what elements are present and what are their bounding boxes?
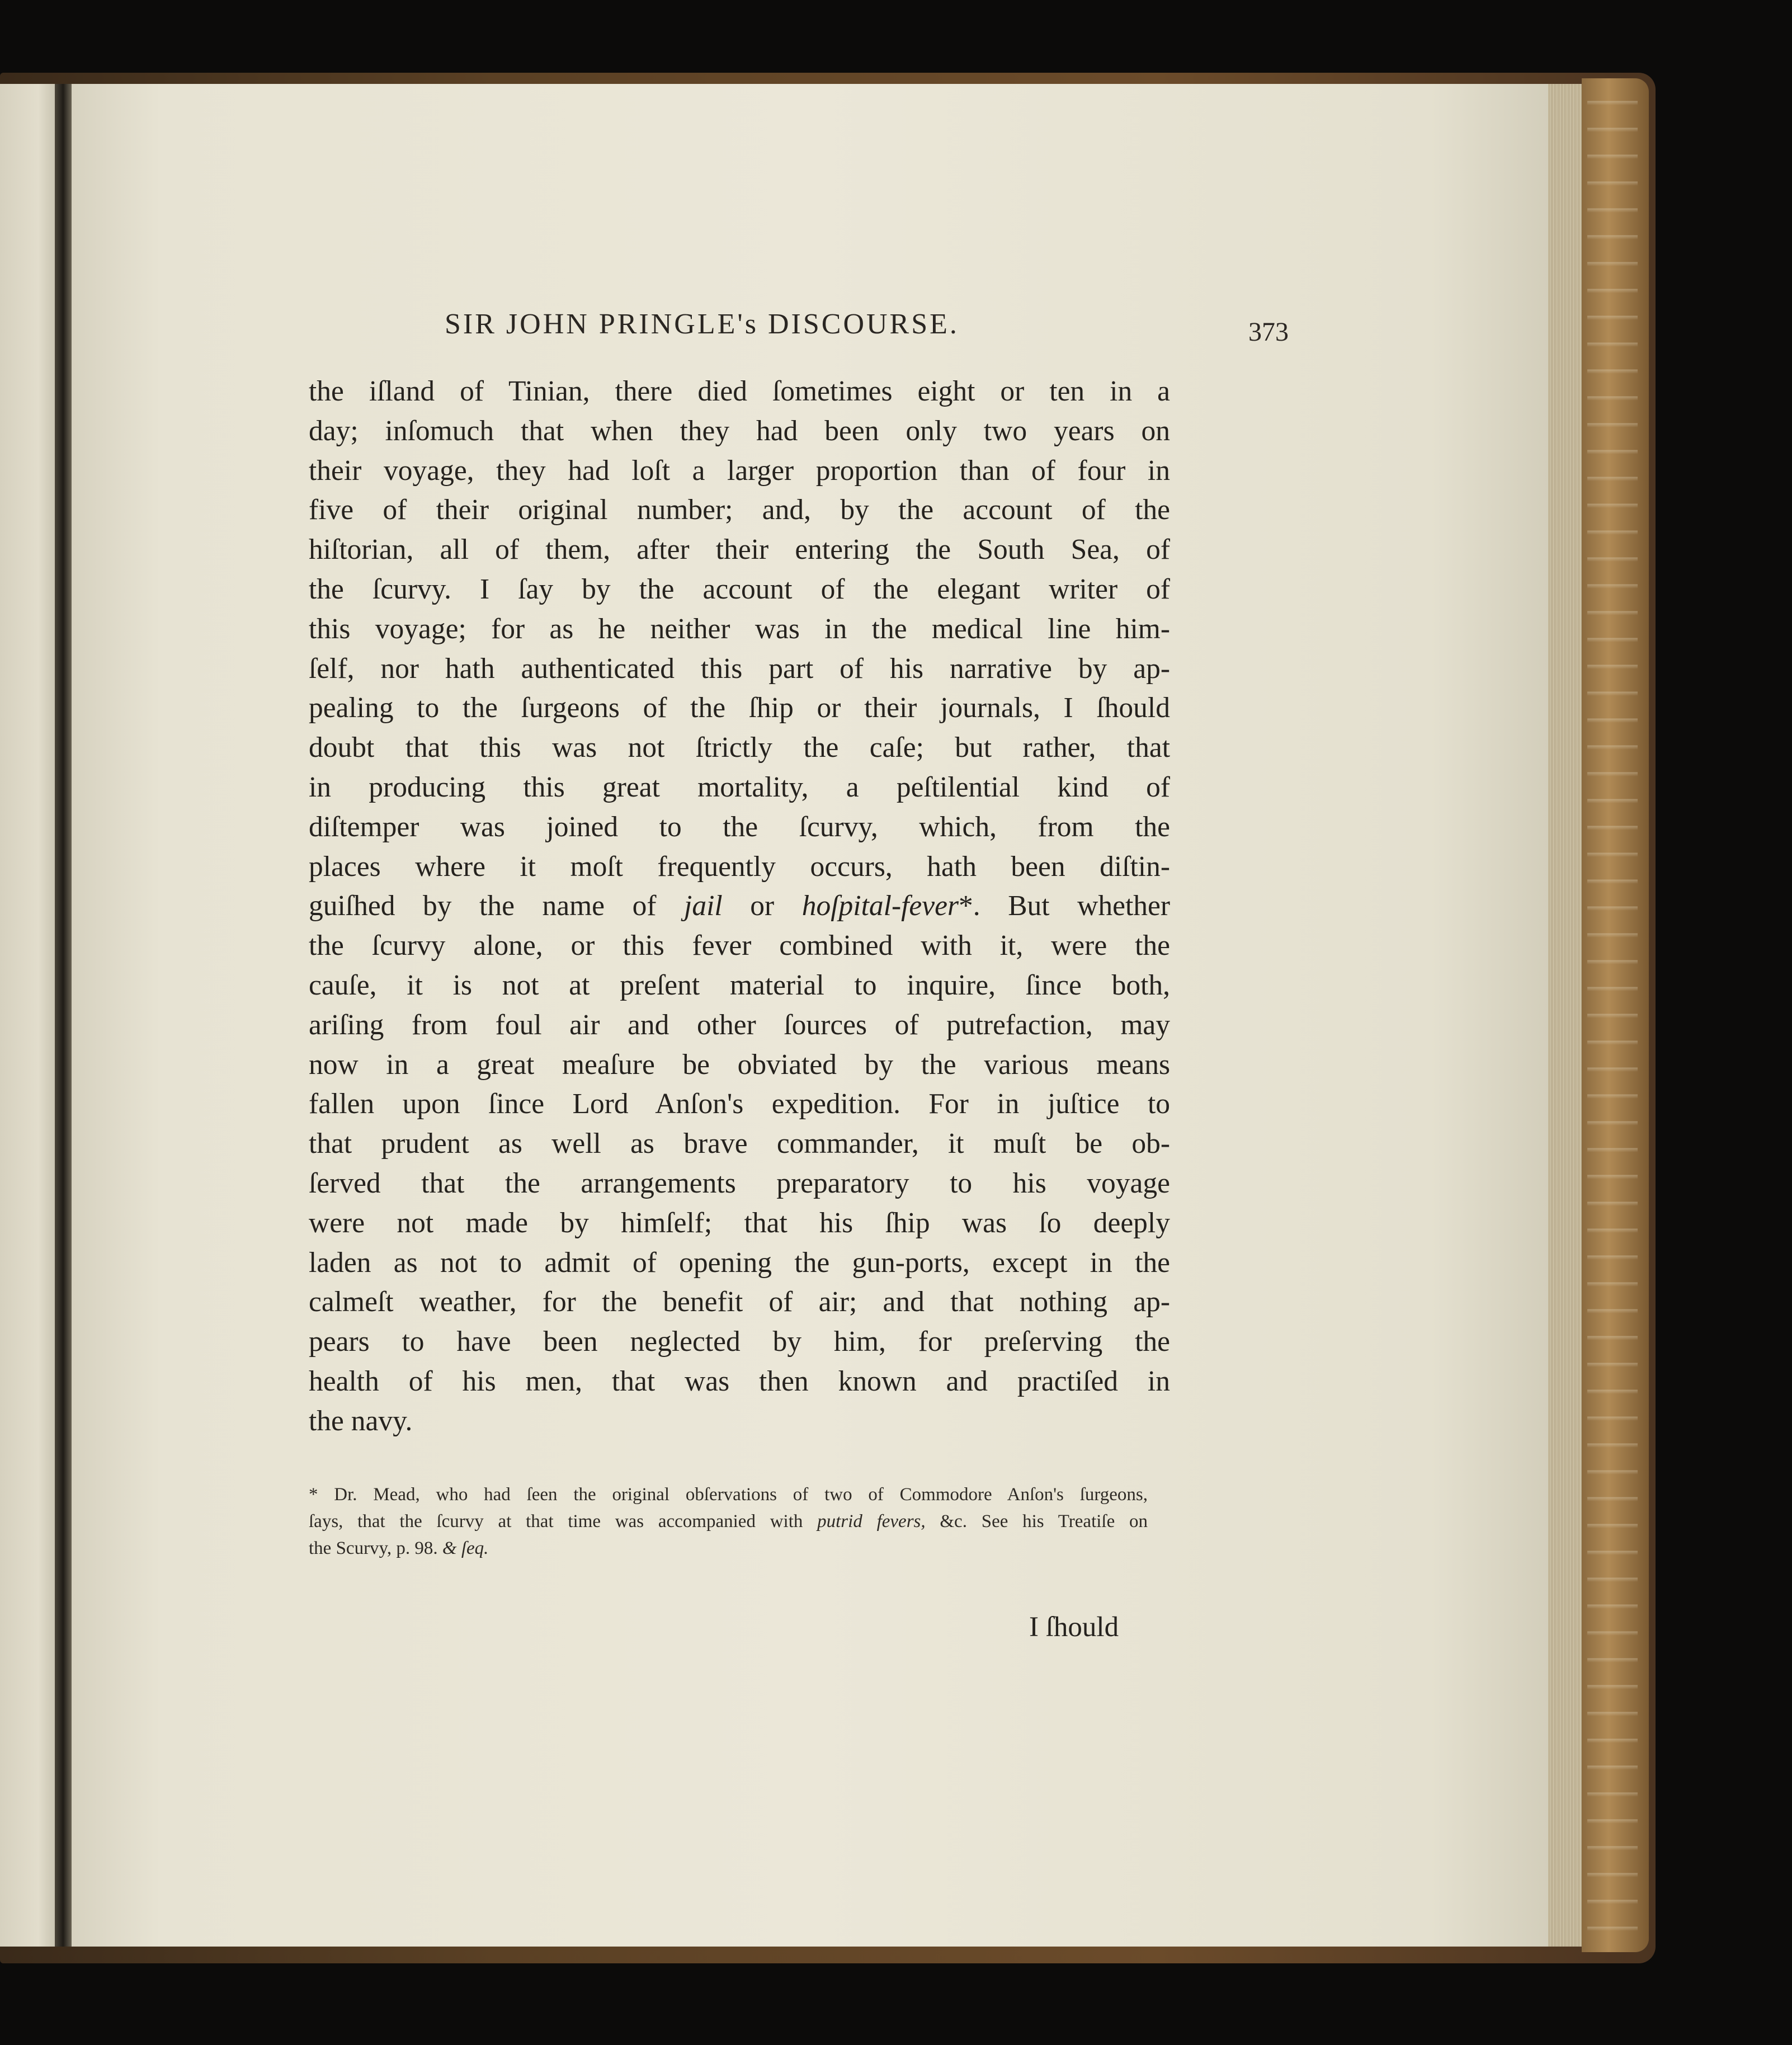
italic-term-et-seq: & ſeq.	[442, 1538, 489, 1558]
text-line: were not made by himſelf; that his ſhip was ſo deeply	[309, 1207, 1170, 1239]
text-line: this voyage; for as he neither was in the medical line him-	[309, 612, 1170, 645]
text-line: ſerved that the arrangements preparatory to his voyage	[309, 1167, 1170, 1199]
italic-term-jail: jail	[684, 890, 723, 922]
page-fore-edge	[1548, 84, 1582, 1947]
text-segment: the Scurvy, p. 98.	[309, 1538, 438, 1558]
cover-board-edge	[1582, 78, 1649, 1952]
text-line: their voyage, they had loſt a larger proportion than of four in	[309, 454, 1170, 487]
text-line: five of their original number; and, by the account of the	[309, 494, 1170, 526]
italic-term-hospital-fever: hoſpital-fever	[801, 890, 959, 922]
text-segment: or	[750, 890, 775, 922]
text-segment: &c. See his Treatiſe on	[940, 1511, 1148, 1532]
text-line: the navy.	[309, 1405, 413, 1437]
text-line-with-italics	[309, 887, 1170, 926]
footnote	[309, 1481, 1148, 1562]
text-line: cauſe, it is not at preſent material to inquire, ſince both,	[309, 969, 1170, 1001]
text-line: hiſtorian, all of them, after their entering the South Sea, of	[309, 534, 1170, 566]
text-line: ariſing from foul air and other ſources of putrefaction, may	[309, 1009, 1170, 1041]
footnote-line	[309, 1508, 1148, 1535]
text-segment: ſays, that the ſcurvy at that time was accompanied with	[309, 1511, 803, 1532]
text-segment: *. But whether	[959, 890, 1171, 922]
italic-term-putrid-fevers: putrid fevers,	[817, 1511, 926, 1532]
running-head: SIR JOHN PRINGLE's DISCOURSE.	[445, 308, 959, 340]
text-line: the ſcurvy alone, or this fever combined with it, were the	[309, 930, 1170, 962]
left-page-edge	[0, 84, 55, 1947]
text-segment: guiſhed by the name of	[309, 890, 657, 922]
text-line: places where it moſt frequently occurs, hath been diſtin-	[309, 850, 1170, 883]
text-line: doubt that this was not ſtrictly the caſe; but rather, that	[309, 732, 1170, 764]
text-line: in producing this great mortality, a peſtilential kind of	[309, 771, 1170, 803]
text-line: ſelf, nor hath authenticated this part of his narrative by ap-	[309, 652, 1170, 685]
text-line: laden as not to admit of opening the gun-ports, except in the	[309, 1246, 1170, 1279]
text-line: that prudent as well as brave commander, it muſt be ob-	[309, 1128, 1170, 1160]
text-line: pears to have been neglected by him, for preſerving the	[309, 1326, 1170, 1358]
page-number: 373	[1248, 317, 1289, 347]
text-line: health of his men, that was then known and practiſed in	[309, 1365, 1170, 1397]
text-line: fallen upon ſince Lord Anſon's expedition. For in juſtice to	[309, 1088, 1170, 1120]
text-line: the iſland of Tinian, there died ſometimes eight or ten in a	[309, 375, 1170, 407]
text-line: calmeſt weather, for the benefit of air; and that nothing ap-	[309, 1286, 1170, 1318]
text-line: now in a great meaſure be obviated by the various means	[309, 1048, 1170, 1081]
footnote-line	[309, 1535, 1148, 1562]
book-gutter	[55, 84, 72, 1947]
text-line: the ſcurvy. I ſay by the account of the elegant writer of	[309, 573, 1170, 605]
catchword: I ſhould	[1029, 1612, 1119, 1643]
body-text	[309, 372, 1170, 1441]
text-line: diſtemper was joined to the ſcurvy, which, from the	[309, 811, 1170, 843]
footnote-line: * Dr. Mead, who had ſeen the original obſervations of two of Commodore Anſon's ſurgeons,	[309, 1485, 1148, 1505]
text-line: pealing to the ſurgeons of the ſhip or their journals, I ſhould	[309, 692, 1170, 724]
text-line: day; inſomuch that when they had been only two years on	[309, 414, 1170, 447]
